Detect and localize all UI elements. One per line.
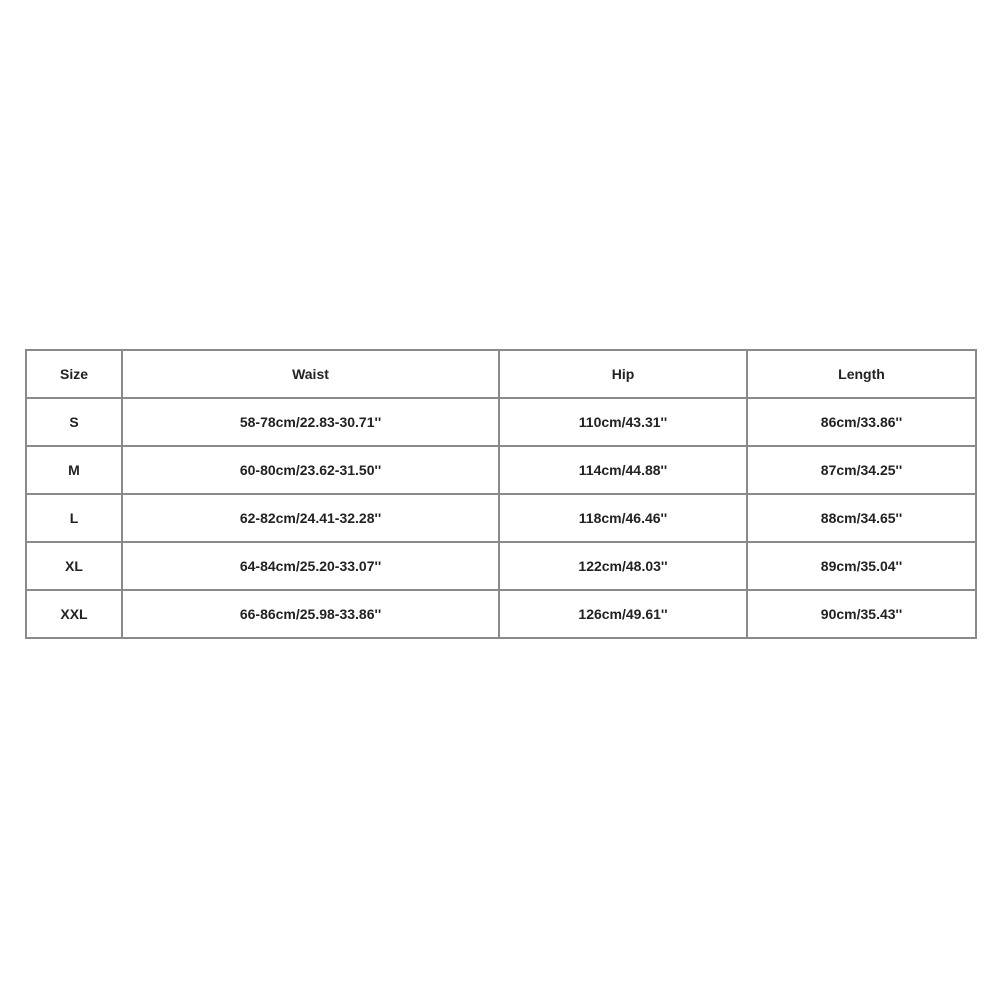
size-cell: M (26, 446, 122, 494)
length-cell: 87cm/34.25'' (747, 446, 976, 494)
waist-cell: 64-84cm/25.20-33.07'' (122, 542, 499, 590)
hip-cell: 114cm/44.88'' (499, 446, 747, 494)
table-row (26, 590, 976, 638)
header-size: Size (26, 350, 122, 398)
length-cell: 88cm/34.65'' (747, 494, 976, 542)
length-cell: 90cm/35.43'' (747, 590, 976, 638)
size-cell: XL (26, 542, 122, 590)
hip-cell: 122cm/48.03'' (499, 542, 747, 590)
table-row (26, 542, 976, 590)
table-row (26, 494, 976, 542)
waist-cell: 60-80cm/23.62-31.50'' (122, 446, 499, 494)
size-cell: S (26, 398, 122, 446)
length-cell: 86cm/33.86'' (747, 398, 976, 446)
hip-cell: 118cm/46.46'' (499, 494, 747, 542)
header-hip: Hip (499, 350, 747, 398)
header-row (26, 350, 976, 398)
size-cell: XXL (26, 590, 122, 638)
waist-cell: 58-78cm/22.83-30.71'' (122, 398, 499, 446)
size-chart-table (25, 349, 977, 639)
hip-cell: 110cm/43.31'' (499, 398, 747, 446)
size-cell: L (26, 494, 122, 542)
waist-cell: 62-82cm/24.41-32.28'' (122, 494, 499, 542)
length-cell: 89cm/35.04'' (747, 542, 976, 590)
waist-cell: 66-86cm/25.98-33.86'' (122, 590, 499, 638)
header-waist: Waist (122, 350, 499, 398)
hip-cell: 126cm/49.61'' (499, 590, 747, 638)
table-row (26, 446, 976, 494)
table-row (26, 398, 976, 446)
header-length: Length (747, 350, 976, 398)
